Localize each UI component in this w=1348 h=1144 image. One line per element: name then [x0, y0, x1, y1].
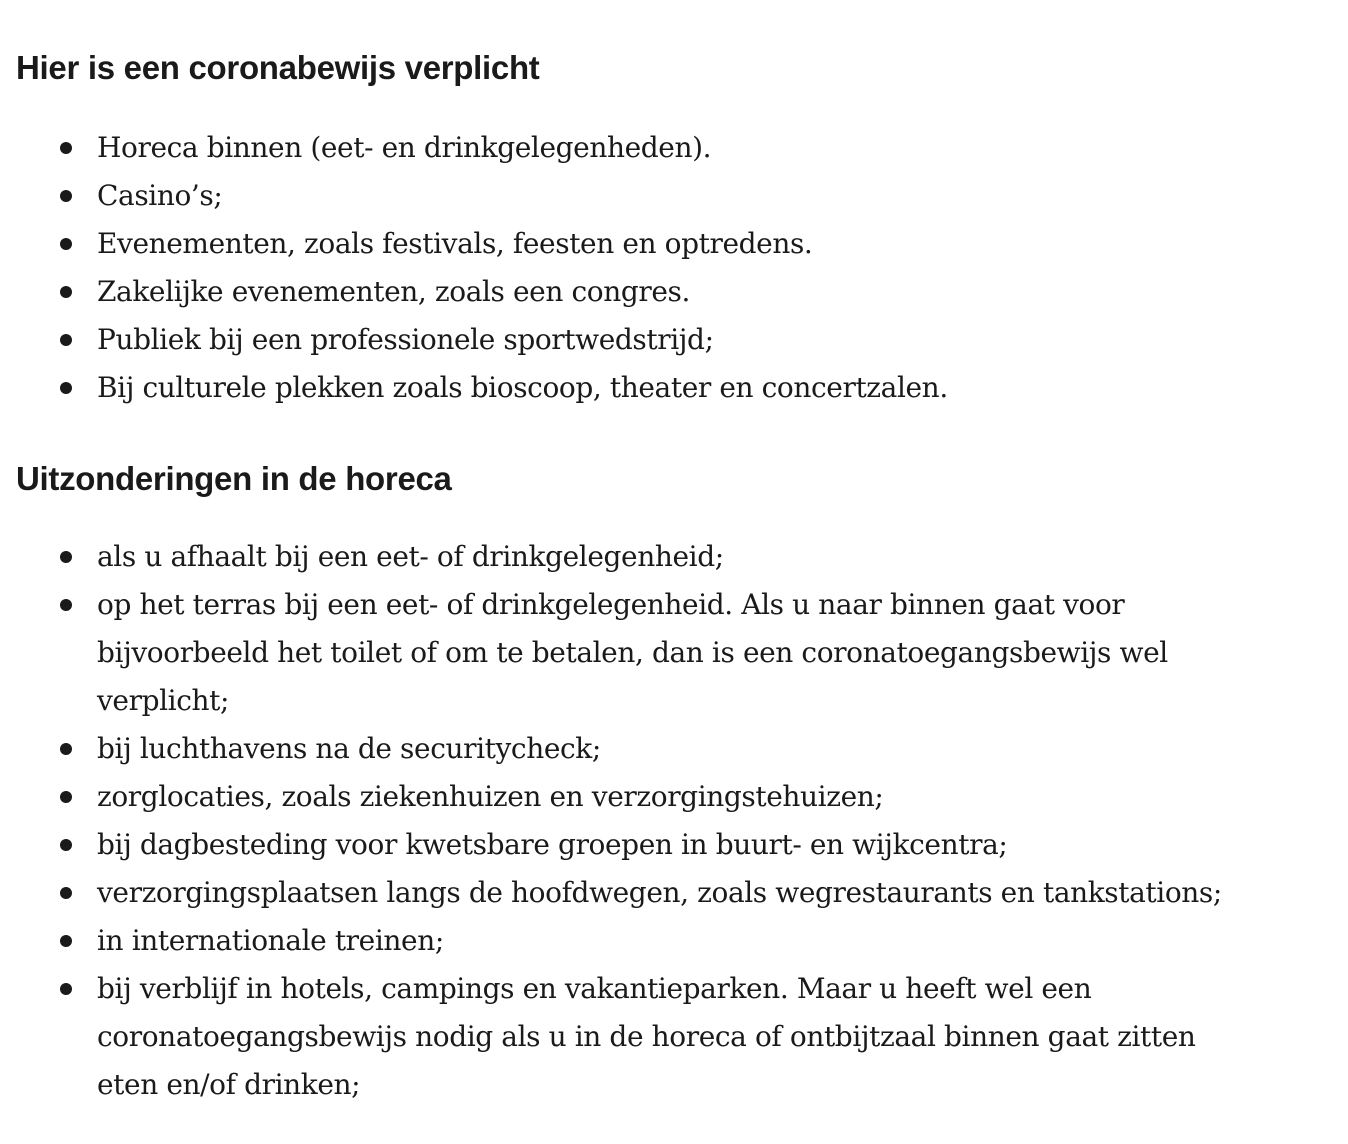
list-item-text: op het terras bij een eet- of drinkgelegenheid. Als u naar binnen gaat voor bijvoorbeeld het toilet of om te betalen, dan is een coronatoegangsbewijs wel verplicht; — [97, 588, 1168, 717]
bullet-icon — [60, 887, 72, 899]
list-item-text: in internationale treinen; — [97, 924, 444, 957]
list-item-text: bij dagbesteding voor kwetsbare groepen in buurt- en wijkcentra; — [97, 828, 1008, 861]
bullet-icon — [60, 551, 72, 563]
section-heading-uitzonderingen: Uitzonderingen in de horeca — [16, 460, 452, 497]
list-item — [16, 581, 1177, 725]
bullet-icon — [60, 190, 72, 202]
bullet-icon — [60, 286, 72, 298]
list-item — [16, 268, 1336, 316]
bullet-icon — [60, 238, 72, 250]
list-item — [16, 869, 1336, 917]
list-item-text: bij luchthavens na de securitycheck; — [97, 732, 601, 765]
list-item-text: Horeca binnen (eet- en drinkgelegenheden). — [97, 131, 712, 164]
list-item — [16, 364, 1336, 412]
list-item — [16, 124, 1336, 172]
bullet-icon — [60, 791, 72, 803]
list-item — [16, 220, 1336, 268]
bullet-icon — [60, 935, 72, 947]
section-heading-coronabewijs-verplicht: Hier is een coronabewijs verplicht — [16, 49, 540, 86]
bullet-icon — [60, 743, 72, 755]
list-item-text: zorglocaties, zoals ziekenhuizen en verzorgingstehuizen; — [97, 780, 884, 813]
list-item-text: verzorgingsplaatsen langs de hoofdwegen, zoals wegrestaurants en tankstations; — [97, 876, 1222, 909]
list-item — [16, 917, 1336, 965]
list-item — [16, 821, 1336, 869]
list-item-text: als u afhaalt bij een eet- of drinkgelegenheid; — [97, 540, 724, 573]
bullet-icon — [60, 334, 72, 346]
list-item-text: bij verblijf in hotels, campings en vakantieparken. Maar u heeft wel een coronatoegangsbewijs nodig als u in de horeca of ontbijtzaal binnen gaat zitten eten en/of drinken; — [97, 972, 1196, 1101]
list-item — [16, 172, 1336, 220]
list-item — [16, 965, 1247, 1109]
list-item — [16, 773, 1336, 821]
bullet-icon — [60, 983, 72, 995]
exceptions-list — [16, 533, 1336, 1109]
list-item — [16, 533, 1336, 581]
bullet-icon — [60, 599, 72, 611]
bullet-icon — [60, 142, 72, 154]
list-item-text: Zakelijke evenementen, zoals een congres. — [97, 275, 691, 308]
list-item — [16, 316, 1336, 364]
list-item-text: Publiek bij een professionele sportwedstrijd; — [97, 323, 714, 356]
list-item-text: Bij culturele plekken zoals bioscoop, theater en concertzalen. — [97, 371, 948, 404]
list-item-text: Casino’s; — [97, 179, 223, 212]
list-item — [16, 725, 1336, 773]
bullet-icon — [60, 382, 72, 394]
article-content — [16, 44, 1336, 1109]
required-locations-list — [16, 124, 1336, 412]
bullet-icon — [60, 839, 72, 851]
list-item-text: Evenementen, zoals festivals, feesten en optredens. — [97, 227, 813, 260]
